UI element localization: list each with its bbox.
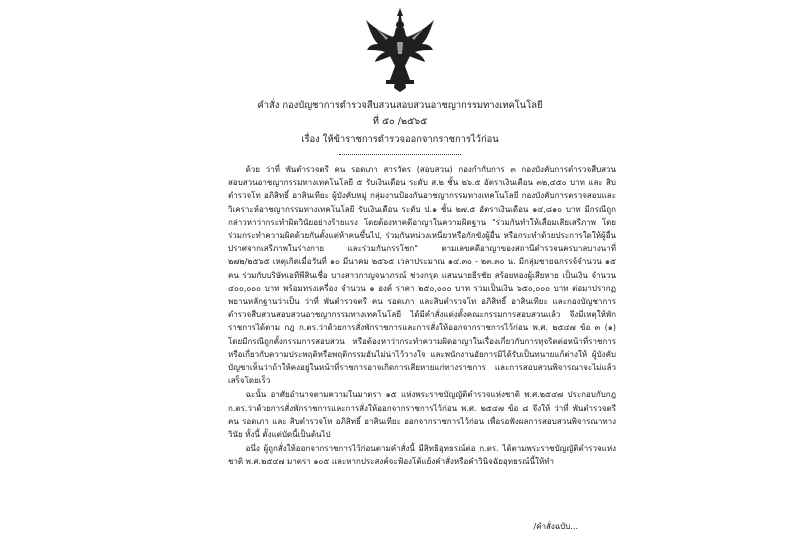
- order-number: ที่ ๕๐ /๒๕๖๕: [372, 116, 428, 127]
- order-body: [228, 163, 616, 469]
- divider: [339, 154, 461, 155]
- body-paragraph: ด้วย ว่าที่ พันตำรวจตรี คน รอดเภา สารวัตร (สอบสวน) กองกำกับการ ๓ กองบังคับการตำรวจสืบสวนสอบสวนอาชญากรรมทางเทคโนโลยี ๕ รับเงินเดือน ระดับ ส.๒ ชั้น ๒๖.๕ อัตราเงินเดือน ๓๒,๔๕๐ บาท และ สิบตำรวจโท อภิสิทธิ์ อาสินเทียะ ผู้บังคับหมู่ กลุ่มงานป้องกันอาชญากรรมทางเทคโนโลยี กองบังคับการตรวจสอบและวิเคราะห์อาชญากรรมทางเทคโนโลยี รับเงินเดือน ระดับ ป.๑ ชั้น ๒๗.๕ อัตราเงินเดือน ๑๔,๘๑๐ บาท มีกรณีถูกกล่าวหาว่ากระทำผิดวินัยอย่างร้ายแรง โดยต้องหาคดีอาญาในความผิดฐาน "ร่วมกันทำให้เสื่อมเสียเสรีภาพ โดยร่วมกระทำความผิดด้วยกันตั้งแต่ห้าคนขึ้นไป, ร่วมกันหน่วงเหนี่ยวหรือกักขังผู้อื่น หรือกระทำด้วยประการใดให้ผู้อื่นปราศจากเสรีภาพในร่างกาย และร่วมกันกรรโชก" ตามเลขคดีอาญาของสถานีตำรวจนครบาลบางนาที่ ๒๗๒/๒๕๖๕ เหตุเกิดเมื่อวันที่ ๑๐ มีนาคม ๒๕๖๕ เวลาประมาณ ๑๔.๓๐ - ๒๓.๓๐ น. มีกลุ่มชายฉกรรจ์จำนวน ๑๕ คน ร่วมกับบริษัทเอทีพีสินเชื่อ บางสาวกาญจนาภรณ์ ช่วงกรุด แสนนายธีรชัย สร้อยทองผู้เสียหาย เป็นเงิน จำนวน ๔๐๐,๐๐๐ บาท พร้อมทรงเครื่อง จำนวน ๑ องค์ ราคา ๒๕๐,๐๐๐ บาท รวมเป็นเงิน ๖๕๐,๐๐๐ บาท ต่อมาปรากฏพยานหลักฐานว่าเป็น ว่าที่ พันตำรวจตรี คน รอดเภา และสิบตำรวจโท อภิสิทธิ์ อาสินเทียะ และกองบัญชาการตำรวจสืบสวนสอบสวนอาชญากรรมทางเทคโนโลยี ได้มีคำสั่งแต่งตั้งคณะกรรมการสอบสวนแล้ว จึงมีเหตุให้พักราชการได้ตาม กฎ ก.ตร.ว่าด้วยการสั่งพักราชการและการสั่งให้ออกจากราชการไว้ก่อน พ.ศ. ๒๕๔๗ ข้อ ๓ (๑) โดยมีกรณีถูกตั้งกรรมการสอบสวน หรือต้องหาว่ากระทำความผิดอาญาในเรื่องเกี่ยวกับการทุจริตต่อหน้าที่ราชการ หรือเกี่ยวกับความประพฤติหรือพฤติกรรมอันไม่น่าไว้วางใจ และพนักงานอัยการมิได้รับเป็นทนายแก้ต่างให้ ผู้บังคับบัญชาเห็นว่าถ้าให้คงอยู่ในหน้าที่ราชการอาจเกิดการเสียหายแก่ทางราชการ และการสอบสวนพิจารณาจะไม่แล้วเสร็จโดยเร็ว: [228, 165, 616, 386]
- body-paragraph: อนึ่ง ผู้ถูกสั่งให้ออกจากราชการไว้ก่อนตามคำสั่งนี้ มีสิทธิอุทธรณ์ต่อ ก.ตร. ได้ตามพระราชบัญญัติตำรวจแห่งชาติ พ.ศ.๒๕๔๗ มาตรา ๑๐๕ และหากประสงค์จะฟ้องโต้แย้งคำสั่งหรือคำวินิจฉัยอุทธรณ์นี้ให้ทำ: [228, 444, 616, 467]
- order-subject: เรื่อง ให้ข้าราชการตำรวจออกจากราชการไว้ก่อน: [301, 134, 499, 145]
- body-paragraph: ฉะนั้น อาศัยอำนาจตามความในมาตรา ๑๕ แห่งพระราชบัญญัติตำรวจแห่งชาติ พ.ศ.๒๕๔๗ ประกอบกับกฎ ก.ตร.ว่าด้วยการสั่งพักราชการและการสั่งให้ออกจากราชการไว้ก่อน พ.ศ. ๒๕๔๗ ข้อ ๘ จึงให้ ว่าที่ พันตำรวจตรี คน รอดเภา และ สิบตำรวจโท อภิสิทธิ์ อาสินเทียะ ออกจากราชการไว้ก่อน เพื่อรอฟังผลการสอบสวนพิจารณาทางวินัย ทั้งนี้ ตั้งแต่บัดนี้เป็นต้นไป: [228, 390, 616, 440]
- garuda-emblem-icon: [364, 6, 436, 92]
- order-title: คำสั่ง กองบัญชาการตำรวจสืบสวนสอบสวนอาชญากรรมทางเทคโนโลยี: [257, 100, 543, 111]
- continuation-note: /คำสั่งฉบับ...: [533, 522, 578, 531]
